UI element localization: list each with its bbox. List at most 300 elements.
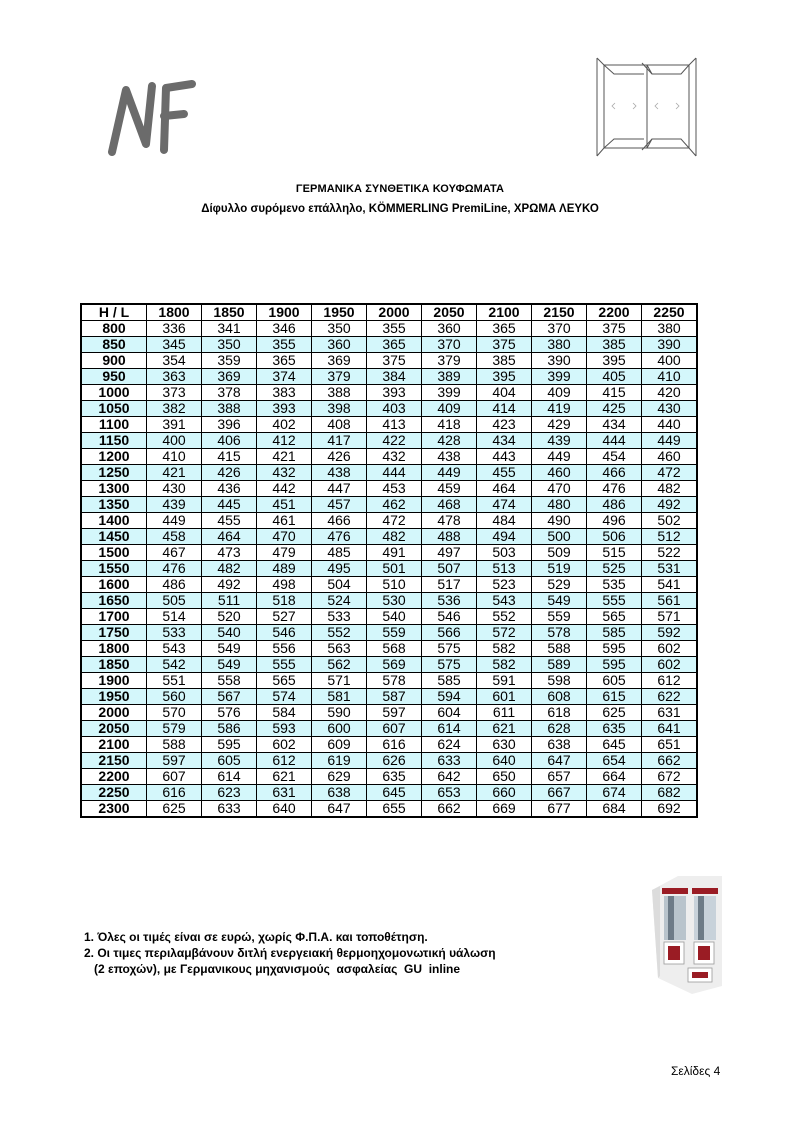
price-cell: 461: [257, 513, 312, 529]
column-header: 2050: [422, 304, 477, 321]
price-cell: 484: [477, 513, 532, 529]
price-cell: 551: [147, 673, 202, 689]
table-row: [81, 753, 697, 769]
price-cell: 388: [202, 401, 257, 417]
price-cell: 413: [367, 417, 422, 433]
price-cell: 535: [587, 577, 642, 593]
price-cell: 566: [422, 625, 477, 641]
price-cell: 379: [312, 369, 367, 385]
price-cell: 667: [532, 785, 587, 801]
price-cell: 492: [202, 577, 257, 593]
price-cell: 422: [367, 433, 422, 449]
price-cell: 410: [147, 449, 202, 465]
price-cell: 440: [642, 417, 698, 433]
price-cell: 594: [422, 689, 477, 705]
price-cell: 398: [312, 401, 367, 417]
price-cell: 490: [532, 513, 587, 529]
price-cell: 497: [422, 545, 477, 561]
price-cell: 434: [477, 433, 532, 449]
table-row: [81, 513, 697, 529]
price-cell: 579: [147, 721, 202, 737]
price-cell: 472: [642, 465, 698, 481]
table-row: [81, 321, 697, 337]
price-cell: 602: [257, 737, 312, 753]
price-cell: 586: [202, 721, 257, 737]
row-header-height: 1450: [81, 529, 147, 545]
footnote: (2 εποχών), με Γερμανικους μηχανισμούς ασφαλείας GU inline: [84, 962, 461, 976]
table-row: [81, 657, 697, 673]
price-cell: 571: [642, 609, 698, 625]
price-cell: 415: [587, 385, 642, 401]
price-cell: 442: [257, 481, 312, 497]
price-cell: 530: [367, 593, 422, 609]
price-cell: 409: [422, 401, 477, 417]
price-cell: 438: [422, 449, 477, 465]
price-cell: 491: [367, 545, 422, 561]
price-cell: 533: [312, 609, 367, 625]
price-cell: 354: [147, 353, 202, 369]
price-cell: 485: [312, 545, 367, 561]
table-row: [81, 529, 697, 545]
price-cell: 527: [257, 609, 312, 625]
price-cell: 453: [367, 481, 422, 497]
price-cell: 385: [477, 353, 532, 369]
price-cell: 476: [147, 561, 202, 577]
price-cell: 478: [422, 513, 477, 529]
price-cell: 595: [202, 737, 257, 753]
price-cell: 533: [147, 625, 202, 641]
column-header: 1800: [147, 304, 202, 321]
price-cell: 384: [367, 369, 422, 385]
price-cell: 464: [477, 481, 532, 497]
price-cell: 559: [367, 625, 422, 641]
price-cell: 660: [477, 785, 532, 801]
price-cell: 515: [587, 545, 642, 561]
row-header-height: 2050: [81, 721, 147, 737]
price-cell: 592: [642, 625, 698, 641]
table-row: [81, 337, 697, 353]
price-cell: 597: [367, 705, 422, 721]
price-cell: 635: [367, 769, 422, 785]
price-cell: 369: [312, 353, 367, 369]
price-cell: 449: [642, 433, 698, 449]
price-cell: 486: [587, 497, 642, 513]
price-cell: 455: [202, 513, 257, 529]
price-cell: 621: [477, 721, 532, 737]
price-cell: 399: [422, 385, 477, 401]
price-cell: 429: [532, 417, 587, 433]
price-cell: 382: [147, 401, 202, 417]
price-cell: 602: [642, 641, 698, 657]
table-row: [81, 353, 697, 369]
price-cell: 522: [642, 545, 698, 561]
price-cell: 482: [202, 561, 257, 577]
price-cell: 614: [422, 721, 477, 737]
price-cell: 575: [422, 641, 477, 657]
price-cell: 468: [422, 497, 477, 513]
row-header-height: 2100: [81, 737, 147, 753]
table-row: [81, 737, 697, 753]
price-cell: 336: [147, 321, 202, 337]
price-cell: 590: [312, 705, 367, 721]
price-cell: 585: [587, 625, 642, 641]
price-cell: 614: [202, 769, 257, 785]
price-cell: 474: [477, 497, 532, 513]
price-cell: 494: [477, 529, 532, 545]
price-cell: 645: [587, 737, 642, 753]
price-cell: 350: [312, 321, 367, 337]
price-cell: 626: [367, 753, 422, 769]
price-cell: 607: [367, 721, 422, 737]
price-cell: 504: [312, 577, 367, 593]
price-cell: 524: [312, 593, 367, 609]
price-cell: 629: [312, 769, 367, 785]
price-cell: 501: [367, 561, 422, 577]
price-cell: 374: [257, 369, 312, 385]
price-cell: 365: [367, 337, 422, 353]
price-cell: 378: [202, 385, 257, 401]
price-cell: 609: [312, 737, 367, 753]
footnote: 1. Όλες οι τιμές είναι σε ευρώ, χωρίς Φ.Π.Α. και τοποθέτηση.: [84, 930, 428, 944]
price-cell: 543: [477, 593, 532, 609]
price-cell: 426: [202, 465, 257, 481]
price-cell: 558: [202, 673, 257, 689]
price-cell: 350: [202, 337, 257, 353]
price-cell: 664: [587, 769, 642, 785]
price-cell: 598: [532, 673, 587, 689]
price-cell: 601: [477, 689, 532, 705]
column-header: 2000: [367, 304, 422, 321]
price-cell: 560: [147, 689, 202, 705]
price-cell: 669: [477, 801, 532, 818]
row-header-height: 1100: [81, 417, 147, 433]
price-cell: 578: [367, 673, 422, 689]
price-cell: 505: [147, 593, 202, 609]
price-cell: 657: [532, 769, 587, 785]
price-cell: 404: [477, 385, 532, 401]
row-header-height: 2300: [81, 801, 147, 818]
price-cell: 621: [257, 769, 312, 785]
price-cell: 421: [147, 465, 202, 481]
price-cell: 568: [367, 641, 422, 657]
table-row: [81, 465, 697, 481]
price-cell: 449: [532, 449, 587, 465]
row-header-height: 1700: [81, 609, 147, 625]
price-cell: 457: [312, 497, 367, 513]
price-cell: 470: [257, 529, 312, 545]
price-cell: 409: [532, 385, 587, 401]
price-cell: 503: [477, 545, 532, 561]
price-cell: 341: [202, 321, 257, 337]
column-header: 2250: [642, 304, 698, 321]
table-row: [81, 369, 697, 385]
price-cell: 607: [147, 769, 202, 785]
row-header-height: 850: [81, 337, 147, 353]
table-row: [81, 625, 697, 641]
price-cell: 654: [587, 753, 642, 769]
price-cell: 514: [147, 609, 202, 625]
price-cell: 390: [532, 353, 587, 369]
price-cell: 682: [642, 785, 698, 801]
price-cell: 467: [147, 545, 202, 561]
row-header-height: 1400: [81, 513, 147, 529]
price-cell: 576: [202, 705, 257, 721]
price-cell: 645: [367, 785, 422, 801]
price-cell: 447: [312, 481, 367, 497]
price-cell: 421: [257, 449, 312, 465]
price-cell: 608: [532, 689, 587, 705]
price-cell: 549: [202, 641, 257, 657]
price-cell: 559: [532, 609, 587, 625]
table-row: [81, 497, 697, 513]
price-cell: 473: [202, 545, 257, 561]
price-cell: 556: [257, 641, 312, 657]
price-cell: 650: [477, 769, 532, 785]
table-row: [81, 593, 697, 609]
price-cell: 525: [587, 561, 642, 577]
price-cell: 517: [422, 577, 477, 593]
price-cell: 640: [477, 753, 532, 769]
price-cell: 507: [422, 561, 477, 577]
table-row: [81, 673, 697, 689]
price-cell: 432: [257, 465, 312, 481]
table-row: [81, 481, 697, 497]
price-cell: 426: [312, 449, 367, 465]
price-cell: 595: [587, 657, 642, 673]
price-cell: 459: [422, 481, 477, 497]
price-cell: 662: [642, 753, 698, 769]
price-cell: 552: [477, 609, 532, 625]
price-cell: 498: [257, 577, 312, 593]
price-cell: 346: [257, 321, 312, 337]
price-cell: 569: [367, 657, 422, 673]
table-row: [81, 641, 697, 657]
price-cell: 420: [642, 385, 698, 401]
price-cell: 500: [532, 529, 587, 545]
price-cell: 633: [422, 753, 477, 769]
table-row: [81, 689, 697, 705]
price-cell: 555: [257, 657, 312, 673]
price-cell: 563: [312, 641, 367, 657]
price-cell: 555: [587, 593, 642, 609]
price-cell: 612: [642, 673, 698, 689]
row-header-height: 1000: [81, 385, 147, 401]
price-cell: 513: [477, 561, 532, 577]
price-cell: 512: [642, 529, 698, 545]
column-header: 1900: [257, 304, 312, 321]
price-cell: 418: [422, 417, 477, 433]
price-cell: 540: [367, 609, 422, 625]
price-cell: 638: [532, 737, 587, 753]
price-cell: 383: [257, 385, 312, 401]
table-row: [81, 769, 697, 785]
column-header: 2100: [477, 304, 532, 321]
price-cell: 612: [257, 753, 312, 769]
row-header-height: 800: [81, 321, 147, 337]
price-cell: 684: [587, 801, 642, 818]
price-cell: 546: [257, 625, 312, 641]
price-cell: 628: [532, 721, 587, 737]
row-header-height: 1650: [81, 593, 147, 609]
row-header-height: 1150: [81, 433, 147, 449]
price-cell: 584: [257, 705, 312, 721]
price-cell: 375: [587, 321, 642, 337]
window-profile-image: [648, 868, 726, 998]
price-cell: 355: [367, 321, 422, 337]
price-cell: 624: [422, 737, 477, 753]
table-row: [81, 401, 697, 417]
price-cell: 399: [532, 369, 587, 385]
price-cell: 466: [312, 513, 367, 529]
price-cell: 479: [257, 545, 312, 561]
price-cell: 444: [367, 465, 422, 481]
price-cell: 641: [642, 721, 698, 737]
price-cell: 375: [367, 353, 422, 369]
price-cell: 567: [202, 689, 257, 705]
price-cell: 506: [587, 529, 642, 545]
row-header-height: 1950: [81, 689, 147, 705]
price-cell: 393: [367, 385, 422, 401]
price-cell: 692: [642, 801, 698, 818]
price-cell: 674: [587, 785, 642, 801]
price-cell: 408: [312, 417, 367, 433]
price-cell: 489: [257, 561, 312, 577]
price-cell: 582: [477, 641, 532, 657]
price-cell: 359: [202, 353, 257, 369]
price-cell: 622: [642, 689, 698, 705]
price-cell: 531: [642, 561, 698, 577]
document-subtitle: Δίφυλλο συρόμενο επάλληλο, KÖMMERLING PremiLine, ΧΡΩΜΑ ΛΕΥΚΟ: [201, 203, 599, 215]
price-cell: 486: [147, 577, 202, 593]
price-cell: 443: [477, 449, 532, 465]
table-header-row: [81, 304, 697, 321]
table-row: [81, 801, 697, 818]
price-cell: 370: [422, 337, 477, 353]
price-cell: 365: [257, 353, 312, 369]
price-cell: 480: [532, 497, 587, 513]
price-cell: 458: [147, 529, 202, 545]
price-cell: 360: [422, 321, 477, 337]
price-cell: 565: [257, 673, 312, 689]
price-cell: 549: [532, 593, 587, 609]
price-cell: 605: [202, 753, 257, 769]
price-cell: 518: [257, 593, 312, 609]
table-row: [81, 417, 697, 433]
price-cell: 616: [367, 737, 422, 753]
price-cell: 588: [532, 641, 587, 657]
price-cell: 611: [477, 705, 532, 721]
price-cell: 540: [202, 625, 257, 641]
footnotes: [84, 929, 496, 977]
price-cell: 482: [367, 529, 422, 545]
price-cell: 647: [532, 753, 587, 769]
table-row: [81, 449, 697, 465]
price-cell: 495: [312, 561, 367, 577]
price-cell: 369: [202, 369, 257, 385]
price-cell: 587: [367, 689, 422, 705]
price-cell: 417: [312, 433, 367, 449]
row-header-height: 1900: [81, 673, 147, 689]
table-row: [81, 609, 697, 625]
row-header-height: 1750: [81, 625, 147, 641]
nf-logo-icon: [104, 74, 200, 160]
table-corner-label: H / L: [81, 304, 147, 321]
price-cell: 631: [257, 785, 312, 801]
price-cell: 454: [587, 449, 642, 465]
price-cell: 439: [147, 497, 202, 513]
price-cell: 415: [202, 449, 257, 465]
price-cell: 523: [477, 577, 532, 593]
price-cell: 395: [477, 369, 532, 385]
row-header-height: 1500: [81, 545, 147, 561]
price-cell: 625: [147, 801, 202, 818]
price-cell: 439: [532, 433, 587, 449]
table-row: [81, 577, 697, 593]
price-cell: 460: [642, 449, 698, 465]
price-cell: 602: [642, 657, 698, 673]
price-cell: 582: [477, 657, 532, 673]
price-cell: 642: [422, 769, 477, 785]
table-row: [81, 705, 697, 721]
price-cell: 400: [642, 353, 698, 369]
price-cell: 549: [202, 657, 257, 673]
row-header-height: 1800: [81, 641, 147, 657]
row-header-height: 1300: [81, 481, 147, 497]
price-cell: 529: [532, 577, 587, 593]
price-cell: 672: [642, 769, 698, 785]
price-cell: 546: [422, 609, 477, 625]
price-cell: 571: [312, 673, 367, 689]
column-header: 2200: [587, 304, 642, 321]
row-header-height: 2200: [81, 769, 147, 785]
price-cell: 405: [587, 369, 642, 385]
price-cell: 476: [312, 529, 367, 545]
price-cell: 519: [532, 561, 587, 577]
price-cell: 511: [202, 593, 257, 609]
price-cell: 520: [202, 609, 257, 625]
price-cell: 414: [477, 401, 532, 417]
row-header-height: 2000: [81, 705, 147, 721]
price-cell: 360: [312, 337, 367, 353]
price-cell: 588: [147, 737, 202, 753]
price-cell: 460: [532, 465, 587, 481]
price-cell: 543: [147, 641, 202, 657]
price-cell: 438: [312, 465, 367, 481]
price-cell: 640: [257, 801, 312, 818]
row-header-height: 1350: [81, 497, 147, 513]
column-header: 1850: [202, 304, 257, 321]
price-cell: 470: [532, 481, 587, 497]
table-row: [81, 385, 697, 401]
price-cell: 570: [147, 705, 202, 721]
price-cell: 630: [477, 737, 532, 753]
price-cell: 635: [587, 721, 642, 737]
price-cell: 575: [422, 657, 477, 673]
price-cell: 604: [422, 705, 477, 721]
price-cell: 581: [312, 689, 367, 705]
price-cell: 380: [642, 321, 698, 337]
price-cell: 572: [477, 625, 532, 641]
price-cell: 591: [477, 673, 532, 689]
table-body: [81, 321, 697, 818]
row-header-height: 1250: [81, 465, 147, 481]
price-cell: 388: [312, 385, 367, 401]
price-cell: 472: [367, 513, 422, 529]
price-cell: 574: [257, 689, 312, 705]
price-cell: 464: [202, 529, 257, 545]
price-cell: 562: [312, 657, 367, 673]
price-cell: 391: [147, 417, 202, 433]
